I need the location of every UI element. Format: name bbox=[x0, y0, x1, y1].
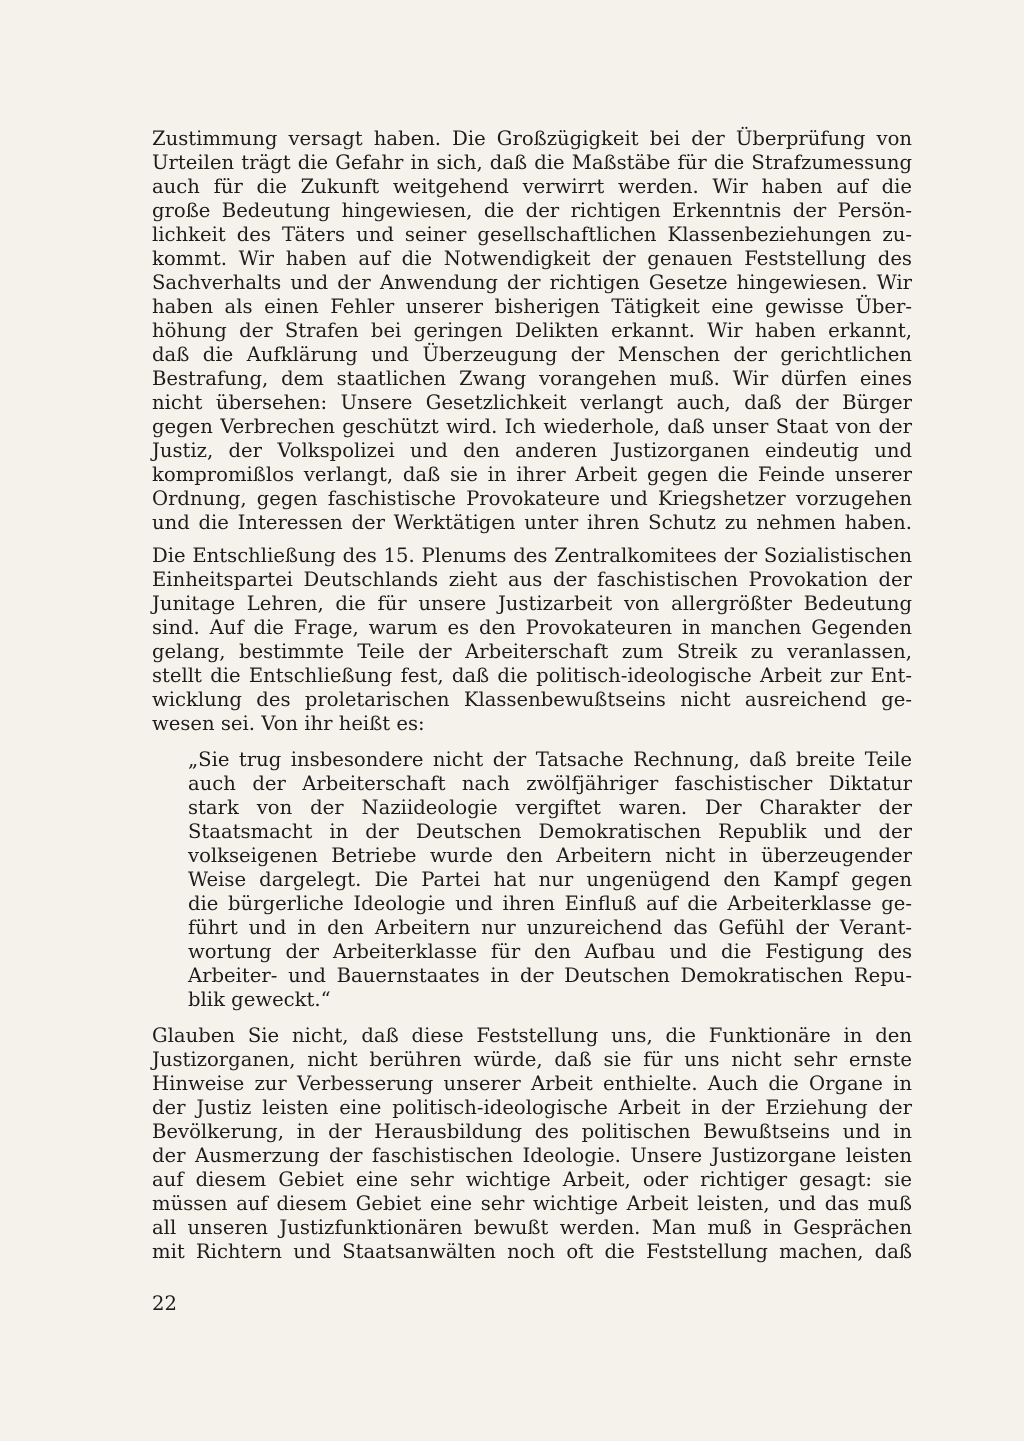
text-line: haben als einen Fehler unserer bisherigen Tätigkeit eine gewisse Über- bbox=[152, 295, 912, 318]
text-line: lichkeit des Täters und seiner gesellschaftlichen Klassenbeziehungen zu- bbox=[152, 223, 912, 246]
text-line: kompromißlos verlangt, daß sie in ihrer Arbeit gegen die Feinde unserer bbox=[152, 463, 912, 486]
text-line: nicht übersehen: Unsere Gesetzlichkeit verlangt auch, daß der Bürger bbox=[152, 391, 912, 414]
quotation-block bbox=[188, 748, 912, 1012]
text-line: auf diesem Gebiet eine sehr wichtige Arbeit, oder richtiger gesagt: sie bbox=[152, 1168, 912, 1191]
text-line: mit Richtern und Staatsanwälten noch oft die Feststellung machen, daß bbox=[152, 1240, 912, 1263]
text-line: wesen sei. Von ihr heißt es: bbox=[152, 712, 425, 735]
text-line: Arbeiter- und Bauernstaates in der Deutschen Demokratischen Repu- bbox=[188, 964, 912, 987]
text-line: gegen Verbrechen geschützt wird. Ich wiederhole, daß unser Staat von der bbox=[152, 415, 912, 438]
text-line: Einheitspartei Deutschlands zieht aus der faschistischen Provokation der bbox=[152, 568, 912, 591]
text-line: Justizorganen, nicht berühren würde, daß sie für uns nicht sehr ernste bbox=[152, 1048, 912, 1071]
text-line: Die Entschließung des 15. Plenums des Zentralkomitees der Sozialistischen bbox=[152, 544, 912, 567]
text-line: daß die Aufklärung und Überzeugung der Menschen der gerichtlichen bbox=[152, 343, 912, 366]
text-line: wicklung des proletarischen Klassenbewußtseins nicht ausreichend ge- bbox=[152, 688, 912, 711]
text-line: der Justiz leisten eine politisch-ideologische Arbeit in der Erziehung der bbox=[152, 1096, 912, 1119]
text-line: Weise dargelegt. Die Partei hat nur ungenügend den Kampf gegen bbox=[188, 868, 912, 891]
text-line: höhung der Strafen bei geringen Delikten erkannt. Wir haben erkannt, bbox=[152, 319, 912, 342]
text-line: Glauben Sie nicht, daß diese Feststellung uns, die Funktionäre in den bbox=[152, 1024, 912, 1047]
text-line: kommt. Wir haben auf die Notwendigkeit der genauen Feststellung des bbox=[152, 247, 912, 270]
text-line: auch für die Zukunft weitgehend verwirrt werden. Wir haben auf die bbox=[152, 175, 912, 198]
text-line: gelang, bestimmte Teile der Arbeiterschaft zum Streik zu veranlassen, bbox=[152, 640, 912, 663]
text-line: stark von der Naziideologie vergiftet waren. Der Charakter der bbox=[188, 796, 912, 819]
text-line: „Sie trug insbesondere nicht der Tatsache Rechnung, daß breite Teile bbox=[188, 748, 912, 771]
text-line: Zustimmung versagt haben. Die Großzügigkeit bei der Überprüfung von bbox=[152, 127, 912, 150]
paragraph-3 bbox=[152, 1024, 912, 1264]
text-line: müssen auf diesem Gebiet eine sehr wichtige Arbeit leisten, und das muß bbox=[152, 1192, 912, 1215]
text-line: und die Interessen der Werktätigen unter ihren Schutz zu nehmen haben. bbox=[152, 511, 912, 534]
text-line: Ordnung, gegen faschistische Provokateure und Kriegshetzer vorzugehen bbox=[152, 487, 912, 510]
text-line: Sachverhalts und der Anwendung der richtigen Gesetze hingewiesen. Wir bbox=[152, 271, 912, 294]
text-line: Staatsmacht in der Deutschen Demokratischen Republik und der bbox=[188, 820, 912, 843]
paragraph-2 bbox=[152, 544, 912, 736]
text-line: blik geweckt.“ bbox=[188, 988, 331, 1011]
text-line: volkseigenen Betriebe wurde den Arbeitern nicht in überzeugender bbox=[188, 844, 912, 867]
page-number: 22 bbox=[152, 1292, 177, 1315]
text-line: all unseren Justizfunktionären bewußt werden. Man muß in Gesprächen bbox=[152, 1216, 912, 1239]
text-line: Hinweise zur Verbesserung unserer Arbeit enthielte. Auch die Organe in bbox=[152, 1072, 912, 1095]
text-line: sind. Auf die Frage, warum es den Provokateuren in manchen Gegenden bbox=[152, 616, 912, 639]
text-line: die bürgerliche Ideologie und ihren Einfluß auf die Arbeiterklasse ge- bbox=[188, 892, 912, 915]
paragraph-1 bbox=[152, 127, 912, 535]
text-line: stellt die Entschließung fest, daß die politisch-ideologische Arbeit zur Ent- bbox=[152, 664, 912, 687]
text-line: große Bedeutung hingewiesen, die der richtigen Erkenntnis der Persön- bbox=[152, 199, 912, 222]
text-line: der Ausmerzung der faschistischen Ideologie. Unsere Justizorgane leisten bbox=[152, 1144, 912, 1167]
text-line: Bevölkerung, in der Herausbildung des politischen Bewußtseins und in bbox=[152, 1120, 912, 1143]
text-line: wortung der Arbeiterklasse für den Aufbau und die Festigung des bbox=[188, 940, 912, 963]
text-line: Urteilen trägt die Gefahr in sich, daß die Maßstäbe für die Strafzumessung bbox=[152, 151, 912, 174]
text-line: auch der Arbeiterschaft nach zwölfjähriger faschistischer Diktatur bbox=[188, 772, 912, 795]
text-line: Junitage Lehren, die für unsere Justizarbeit von allergrößter Bedeutung bbox=[152, 592, 912, 615]
text-line: führt und in den Arbeitern nur unzureichend das Gefühl der Verant- bbox=[188, 916, 912, 939]
text-line: Justiz, der Volkspolizei und den anderen Justizorganen eindeutig und bbox=[152, 439, 912, 462]
text-line: Bestrafung, dem staatlichen Zwang vorangehen muß. Wir dürfen eines bbox=[152, 367, 912, 390]
